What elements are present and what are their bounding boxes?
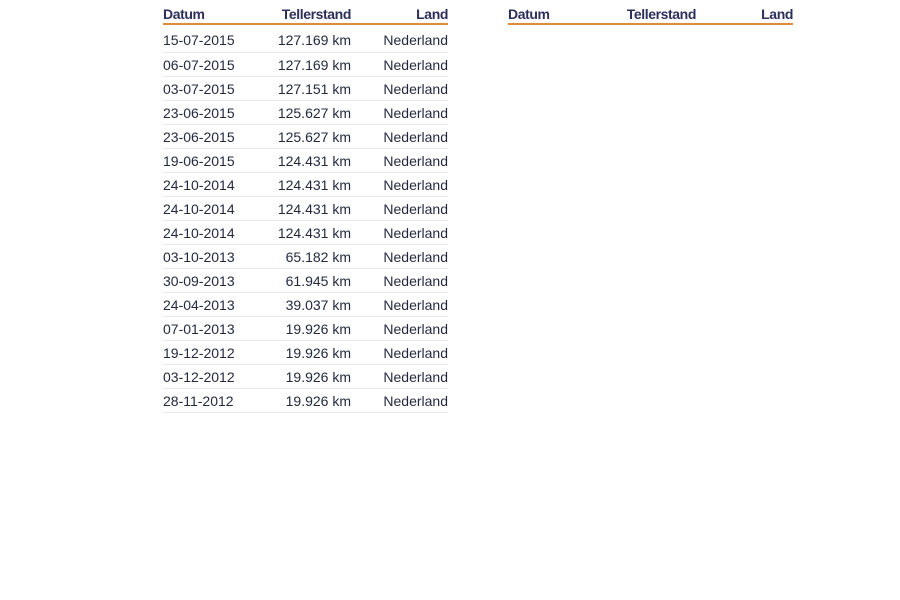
table-row bbox=[163, 101, 448, 125]
column-header-country[interactable]: Land bbox=[351, 6, 448, 24]
cell-odometer: 19.926 km bbox=[258, 341, 351, 365]
cell-odometer: 124.431 km bbox=[258, 173, 351, 197]
cell-odometer: 19.926 km bbox=[258, 365, 351, 389]
cell-date: 24-10-2014 bbox=[163, 221, 258, 245]
cell-odometer: 125.627 km bbox=[258, 101, 351, 125]
cell-date: 23-06-2015 bbox=[163, 101, 258, 125]
cell-country: Nederland bbox=[351, 269, 448, 293]
cell-odometer: 125.627 km bbox=[258, 125, 351, 149]
cell-date: 23-06-2015 bbox=[163, 125, 258, 149]
cell-country: Nederland bbox=[351, 125, 448, 149]
cell-date: 28-11-2012 bbox=[163, 389, 258, 413]
table-row bbox=[163, 269, 448, 293]
cell-country: Nederland bbox=[351, 53, 448, 77]
cell-odometer: 19.926 km bbox=[258, 317, 351, 341]
cell-date: 07-01-2013 bbox=[163, 317, 258, 341]
table-row bbox=[163, 293, 448, 317]
table-row bbox=[163, 245, 448, 269]
cell-odometer: 65.182 km bbox=[258, 245, 351, 269]
table-row bbox=[163, 389, 448, 413]
cell-country: Nederland bbox=[351, 101, 448, 125]
table-header-row bbox=[163, 6, 448, 24]
cell-odometer: 127.151 km bbox=[258, 77, 351, 101]
cell-odometer: 19.926 km bbox=[258, 389, 351, 413]
cell-country: Nederland bbox=[351, 317, 448, 341]
table-row bbox=[163, 221, 448, 245]
cell-odometer: 124.431 km bbox=[258, 221, 351, 245]
table-row bbox=[163, 125, 448, 149]
cell-country: Nederland bbox=[351, 365, 448, 389]
table-row bbox=[163, 317, 448, 341]
cell-odometer: 61.945 km bbox=[258, 269, 351, 293]
cell-date: 19-12-2012 bbox=[163, 341, 258, 365]
cell-odometer: 124.431 km bbox=[258, 197, 351, 221]
cell-country: Nederland bbox=[351, 173, 448, 197]
cell-date: 03-07-2015 bbox=[163, 77, 258, 101]
table-row bbox=[163, 365, 448, 389]
table-row bbox=[163, 197, 448, 221]
table-row bbox=[163, 53, 448, 77]
cell-date: 24-10-2014 bbox=[163, 173, 258, 197]
cell-date: 24-04-2013 bbox=[163, 293, 258, 317]
cell-date: 03-12-2012 bbox=[163, 365, 258, 389]
column-header-odometer[interactable]: Tellerstand bbox=[258, 6, 351, 24]
cell-date: 24-10-2014 bbox=[163, 197, 258, 221]
cell-date: 30-09-2013 bbox=[163, 269, 258, 293]
table-row bbox=[163, 149, 448, 173]
cell-country: Nederland bbox=[351, 24, 448, 53]
table-row bbox=[163, 173, 448, 197]
cell-odometer: 39.037 km bbox=[258, 293, 351, 317]
cell-date: 06-07-2015 bbox=[163, 53, 258, 77]
cell-date: 15-07-2015 bbox=[163, 24, 258, 53]
cell-country: Nederland bbox=[351, 389, 448, 413]
cell-country: Nederland bbox=[351, 293, 448, 317]
cell-country: Nederland bbox=[351, 245, 448, 269]
cell-date: 19-06-2015 bbox=[163, 149, 258, 173]
cell-odometer: 127.169 km bbox=[258, 53, 351, 77]
table-row bbox=[163, 77, 448, 101]
table-header-row bbox=[508, 6, 793, 24]
cell-country: Nederland bbox=[351, 197, 448, 221]
table-row bbox=[163, 24, 448, 53]
odometer-table-right bbox=[508, 6, 793, 25]
cell-country: Nederland bbox=[351, 221, 448, 245]
cell-country: Nederland bbox=[351, 341, 448, 365]
cell-date: 03-10-2013 bbox=[163, 245, 258, 269]
cell-country: Nederland bbox=[351, 77, 448, 101]
column-header-country[interactable]: Land bbox=[696, 6, 793, 24]
table-row bbox=[163, 341, 448, 365]
column-header-odometer[interactable]: Tellerstand bbox=[603, 6, 696, 24]
cell-odometer: 124.431 km bbox=[258, 149, 351, 173]
column-header-date[interactable]: Datum bbox=[508, 6, 603, 24]
column-header-date[interactable]: Datum bbox=[163, 6, 258, 24]
cell-odometer: 127.169 km bbox=[258, 24, 351, 53]
odometer-table-left bbox=[163, 6, 448, 413]
cell-country: Nederland bbox=[351, 149, 448, 173]
table-body-left bbox=[163, 24, 448, 413]
